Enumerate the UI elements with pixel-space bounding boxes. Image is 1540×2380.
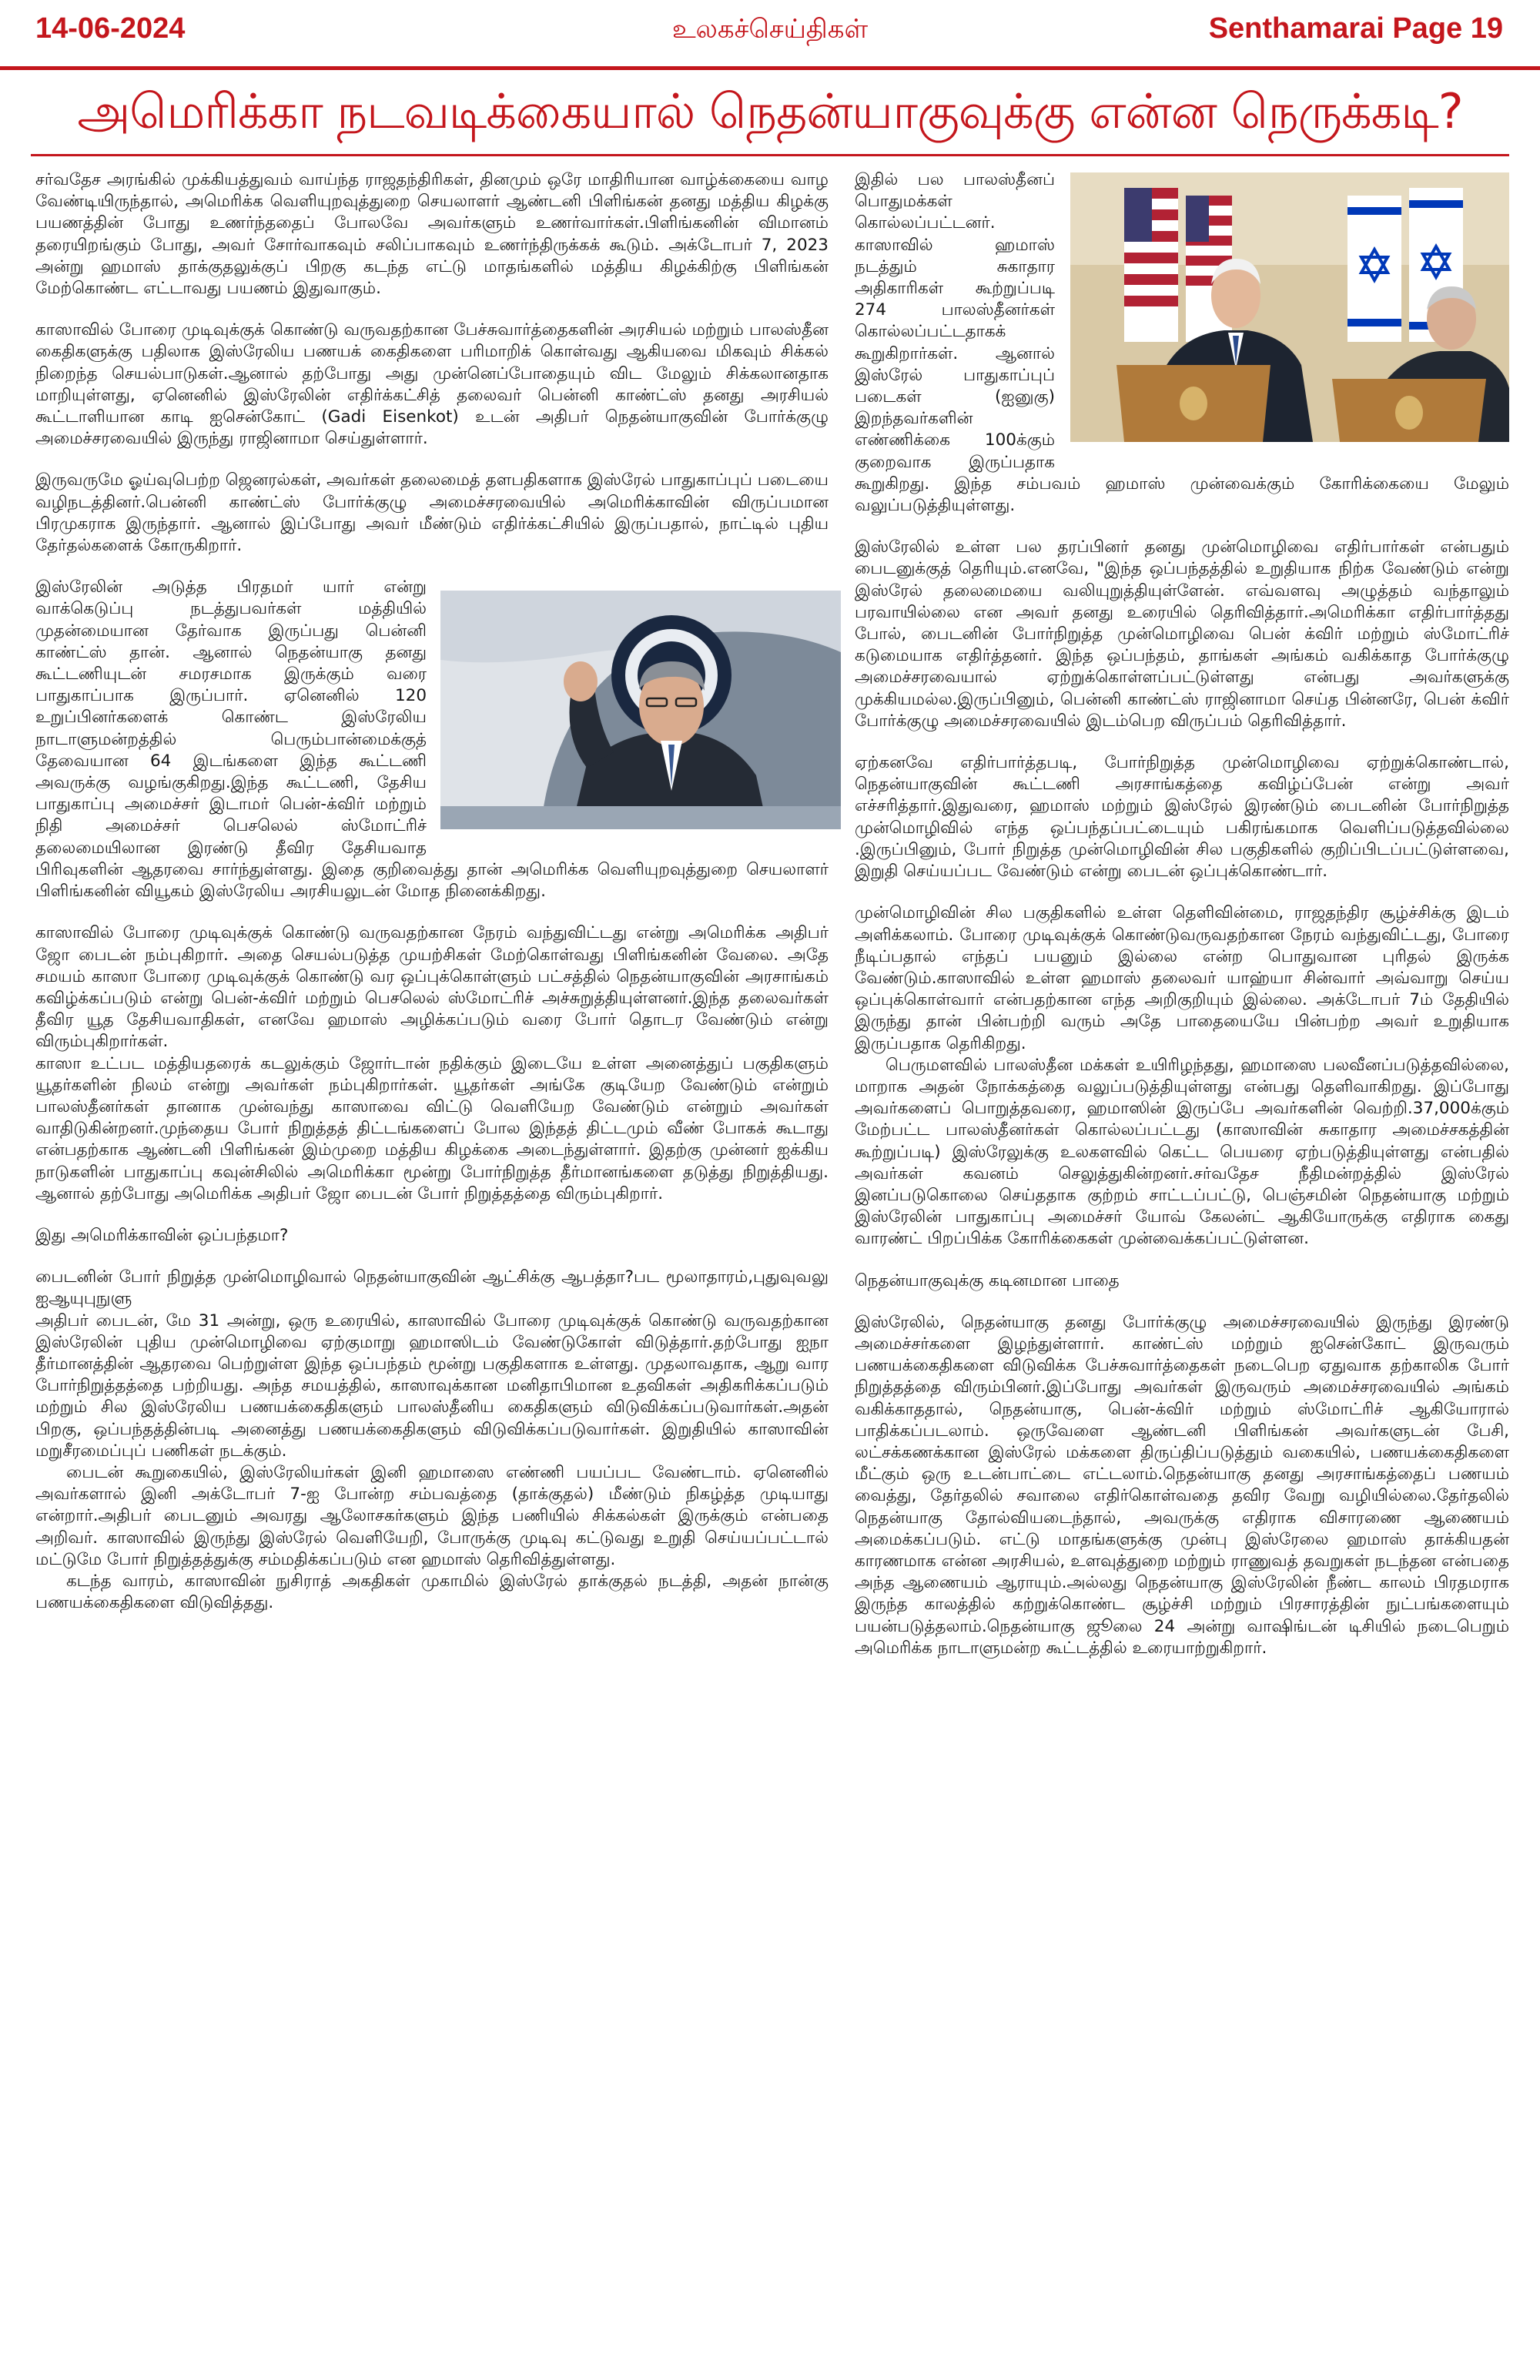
blinken-photo <box>440 591 841 829</box>
subheading: நெதன்யாகுவுக்கு கடினமான பாதை <box>855 1270 1120 1290</box>
paragraph: இதில் பல பாலஸ்தீனப் பொதுமக்கள் கொல்லப்பட்டனர். காஸாவில் ஹமாஸ் நடத்தும் சுகாதார அதிகாரிகள் கூற்றுப்படி 274 பாலஸ்தீனர்கள் கொல்லப்பட்டதாகக் கூறுகிறார்கள். ஆனால் இஸ்ரேல் பாதுகாப்புப் படைகள் (ஐனுகு) இறந்தவர்களின் எண்ணிக்கை 100க்கும் குறைவாக இருப்பதாக கூறுகிறது. இந்த சம்பவம் ஹமாஸ் முன்வைக்கும் கோரிக்கையை மேலும் வலுப்படுத்தியுள்ளது. <box>855 170 1509 516</box>
paragraph: இஸ்ரேலில் உள்ள பல தரப்பினர் தனது முன்மொழிவை எதிர்பார்கள் என்பதும் பைடனுக்குத் தெரியும்.எனவே, "இந்த ஒப்பந்தத்தில் உறுதியாக நிற்க வேண்டும் என்று இஸ்ரேல் தலைமையை வலியுறுத்தியுள்ளேன். எவ்வளவு அழுத்தம் வந்தாலும் பரவாயில்லை என அவர் தனது உரையில் தெரிவித்தார்.அமெரிக்கா எதிர்பார்த்தது போல், பைடனின் போர்நிறுத்த முன்மொழிவை பென் க்விர் மற்றும் ஸ்மோட்ரிச் கடுமையாக எதிர்த்தனர். இந்த ஒப்பந்தம், தாங்கள் அங்கம் வகிக்காத போர்க்குழு அமைச்சரவையால் ஏற்றுக்கொள்ளப்பட்டுள்ளது என்பது அவர்களுக்கு முக்கியமல்ல.இருப்பினும், பென்னி காண்ட்ஸ் ராஜினாமா செய்த பின்னரே, பென் க்விர் போர்க்குழு அமைச்சரவையில் இடம்பெற விருப்பம் தெரிவித்தார். <box>855 537 1509 731</box>
paragraph: சர்வதேச அரங்கில் முக்கியத்துவம் வாய்ந்த ராஜதந்திரிகள், தினமும் ஒரே மாதிரியான வாழ்க்கையை வாழ வேண்டியிருந்தால், அமெரிக்க வெளியுறவுத்துறை செயலாளர் ஆண்டனி பிளிங்கன் தனது மத்திய கிழக்கு பயணத்தின் போது உணர்ந்ததைப் போலவே அவர்களும் உணர்வார்கள்.பிளிங்கனின் விமானம் தரையிறங்கும் போது, அவர் சோர்வாகவும் சலிப்பாகவும் உணர்ந்திருக்கக் கூடும். அக்டோபர் 7, 2023 அன்று ஹமாஸ் தாக்குதலுக்குப் பிறகு கடந்த எட்டு மாதங்களில் மத்திய கிழக்கிற்கு பிளிங்கன் மேற்கொண்ட எட்டாவது பயணம் இதுவாகும். <box>35 170 829 299</box>
paragraph: முன்மொழிவின் சில பகுதிகளில் உள்ள தெளிவின்மை, ராஜதந்திர சூழ்ச்சிக்கு இடம் அளிக்கலாம். போரை முடிவுக்குக் கொண்டுவருவதற்கான நேரம் வந்துவிட்டது, போரை நீடிப்பதால் எந்தப் பயனும் இல்லை என்ற பொதுவான புரிதல் இருக்க வேண்டும்.காஸாவில் உள்ள ஹமாஸ் தலைவர் யாஹ்யா சின்வார் அவ்வாறு செய்ய ஒப்புக்கொள்வார் என்பதற்கான எந்த அறிகுறியும் இல்லை. அக்டோபர் 7ம் தேதியில் இருந்து தான் பின்பற்றி வரும் அதே பாதையையே பின்பற்ற அவர் உறுதியாக இருப்பதாக தெரிகிறது. <box>855 903 1509 1053</box>
headline: அமெரிக்கா நடவடிக்கையால் நெதன்யாகுவுக்கு என்ன நெருக்கடி? <box>77 83 1463 139</box>
left-column <box>35 169 829 1614</box>
photo-caption: பைடனின் போர் நிறுத்த முன்மொழிவால் நெதன்யாகுவின் ஆட்சிக்கு ஆபத்தா?பட மூலாதாரம்,புதுவுவலு ஐஆயுபுநுளு <box>35 1267 829 1309</box>
paragraph: காஸாவில் போரை முடிவுக்குக் கொண்டு வருவதற்கான பேச்சுவார்த்தைகளின் அரசியல் மற்றும் பாலஸ்தீன கைதிகளுக்கு பதிலாக இஸ்ரேலிய பணயக் கைதிகளை பரிமாறிக் கொள்வது ஆகியவை மிகவும் சிக்கல் நிறைந்த செயல்பாடுகள்.ஆனால் தற்போது அது முன்னெப்போதையும் விட மேலும் சிக்கலானதாக மாறியுள்ளது, ஏனெனில் இஸ்ரேலின் எதிர்க்கட்சித் தலைவர் பென்னி காண்ட்ஸ் தனது அரசியல் கூட்டாளியான காடி ஐசென்கோட் (Gadi Eisenkot) உடன் அதிபர் நெதன்யாகுவின் போர்க்குழு அமைச்சரவையில் இருந்து ராஜினாமா செய்துள்ளார். <box>35 320 829 449</box>
paragraph: காஸா உட்பட மத்தியதரைக் கடலுக்கும் ஜோர்டான் நதிக்கும் இடையே உள்ள அனைத்துப் பகுதிகளும் யூதர்களின் நிலம் என்று அவர்கள் நம்புகிறார்கள். யூதர்கள் அங்கே குடியேற வேண்டும் என்றும் பாலஸ்தீனர்கள் தானாக முன்வந்து காஸாவை விட்டு வெளியேற வேண்டும் என்றும் அவர்கள் வாதிடுகின்றனர்.முந்தைய போர் நிறுத்தத் திட்டங்களைப் போல இந்தத் திட்டமும் வீண் போகக் கூடாது என்பதற்காக ஆண்டனி பிளிங்கன் இம்முறை மத்திய கிழக்கை அடைந்துள்ளார். இதற்கு முன்னர் ஐக்கிய நாடுகளின் பாதுகாப்பு கவுன்சிலில் அமெரிக்கா மூன்று போர்நிறுத்த தீர்மானங்களை தடுத்து நிறுத்தியது. ஆனால் தற்போது அமெரிக்க அதிபர் ஜோ பைடன் போர் நிறுத்தத்தை விரும்புகிறார். <box>35 1053 829 1203</box>
subheading: இது அமெரிக்காவின் ஒப்பந்தமா? <box>35 1225 289 1245</box>
paragraph: பெருமளவில் பாலஸ்தீன மக்கள் உயிரிழந்தது, ஹமாஸை பலவீனப்படுத்தவில்லை, மாறாக அதன் நோக்கத்தை வலுப்படுத்தியுள்ளது என்பது தெளிவாகிறது. இப்போது அவர்களைப் பொறுத்தவரை, ஹமாஸின் இருப்பே அவர்களின் வெற்றி.37,000க்கும் மேற்பட்ட பாலஸ்தீனர்கள் கொல்லப்பட்டது (காஸாவின் சுகாதார அமைச்சகத்தின் கூற்றுப்படி) இஸ்ரேலுக்கு உலகளவில் கெட்ட பெயரை ஏற்படுத்தியுள்ளது என்பதில் அவர்கள் கவனம் செலுத்துகின்றனர்.சர்வதேச நீதிமன்றத்தில் இஸ்ரேல் இனப்படுகொலை செய்ததாக குற்றம் சாட்டப்பட்டு, பெஞ்சமின் நெதன்யாகு மற்றும் இஸ்ரேலின் பாதுகாப்பு அமைச்சர் யோவ் கேலன்ட் ஆகியோருக்கு எதிராக கைது வாரண்ட் பிறப்பிக்க கோரிக்கைகள் முன்வைக்கப்பட்டுள்ளன. <box>855 1055 1509 1249</box>
page-header <box>0 0 1540 70</box>
paragraph: இஸ்ரேலில், நெதன்யாகு தனது போர்க்குழு அமைச்சரவையில் இருந்து இரண்டு அமைச்சர்களை இழந்துள்ளார். காண்ட்ஸ் மற்றும் ஐசென்கோட் இருவரும் பணயக்கைதிகளை விடுவிக்க பேச்சுவார்த்தைகள் நடைபெற ஏதுவாக தற்காலிக போர் நிறுத்தத்தை விரும்பினர்.இப்போது அவர்கள் இருவரும் அமைச்சரவையில் அங்கம் வகிக்காததால், நெதன்யாகு, பென்-க்விர் மற்றும் ஸ்மோட்ரிச் ஆகியோரால் பாதிக்கப்படலாம். ஒருவேளை ஆண்டனி பிளிங்கன் அவர்களுடன் பேசி, லட்சக்கணக்கான இஸ்ரேல் மக்களை திருப்திப்படுத்தும் வகையில், பணயக்கைதிகளை மீட்கும் ஒரு உடன்பாட்டை எட்டலாம்.நெதன்யாகு தனது அரசாங்கத்தைப் பணயம் வைத்து, தேர்தலில் சவாலை எதிர்கொள்வதை தவிர வேறு வழியில்லை.தேர்தலில் நெதன்யாகு தோல்வியடைந்தால், அவருக்கு எதிராக விசாரணை ஆணையம் அமைக்கப்படும். எட்டு மாதங்களுக்கு முன்பு இஸ்ரேலை ஹமாஸ் தாக்கியதன் காரணமாக என்ன அரசியல், உளவுத்துறை மற்றும் ராணுவத் தவறுகள் நடந்தன என்பதை அந்த ஆணையம் ஆராயும்.அல்லது நெதன்யாகு இஸ்ரேலின் நீண்ட காலம் பிரதமராக இருந்த காலத்தில் கற்றுக்கொண்ட சூழ்ச்சி மற்றும் பிரசாரத்தின் நுட்பங்களையும் பயன்படுத்தலாம்.நெதன்யாகு ஜூலை 24 அன்று வாஷிங்டன் டிசியில் நடைபெறும் அமெரிக்க நாடாளுமன்ற கூட்டத்தில் உரையாற்றுகிறார். <box>855 1312 1509 1658</box>
paragraph: பைடன் கூறுகையில், இஸ்ரேலியர்கள் இனி ஹமாஸை எண்ணி பயப்பட வேண்டாம். ஏனெனில் அவர்களால் இனி அக்டோபர் 7-ஐ போன்ற சம்பவத்தை (தாக்குதல்) மீண்டும் நிகழ்த்த முடியாது என்றார்.அதிபர் பைடனும் அவரது ஆலோசகர்களும் இந்த பணியில் சிக்கல்கள் இருக்கும் என்பதை அறிவர். காஸாவில் இருந்து இஸ்ரேல் வெளியேறி, போருக்கு முடிவு கட்டுவது உறுதி செய்யப்பட்டால் மட்டுமே போர் நிறுத்தத்துக்கு சம்மதிக்கப்படும் என ஹமாஸ் தெரிவித்துள்ளது. <box>35 1462 829 1569</box>
headline-rule <box>31 154 1509 156</box>
paragraph: ஏற்கனவே எதிர்பார்த்தபடி, போர்நிறுத்த முன்மொழிவை ஏற்றுக்கொண்டால், நெதன்யாகுவின் கூட்டணி அரசாங்கத்தை கவிழ்ப்பேன் என்று அவர் எச்சரித்தார்.இதுவரை, ஹமாஸ் மற்றும் இஸ்ரேல் இரண்டும் பைடனின் போர்நிறுத்த முன்மொழிவில் எந்த ஒப்பந்தப்பட்டையும் பகிரங்கமாக வெளிப்படுத்தவில்லை .இருப்பினும், போர் நிறுத்த முன்மொழிவின் சில பகுதிகளில் குறிப்பிடப்பட்டுள்ளவை, இறுதி செய்யப்பட வேண்டும் என்று பைடன் ஒப்புக்கொண்டார். <box>855 753 1509 882</box>
issue-date: 14-06-2024 <box>35 12 186 45</box>
paragraph: இஸ்ரேலின் அடுத்த பிரதமர் யார் என்று வாக்கெடுப்பு நடத்துபவர்கள் மத்தியில் முதன்மையான தேர்வாக இருப்பது பென்னி காண்ட்ஸ் தான். ஆனால் நெதன்யாகு தனது கூட்டணியுடன் சமரசமாக இருக்கும் வரை பாதுகாப்பாக இருப்பார். ஏனெனில் 120 உறுப்பினர்களைக் கொண்ட இஸ்ரேலிய நாடாளுமன்றத்தில் பெரும்பான்மைக்குத் தேவையான 64 இடங்களை இந்த கூட்டணி அவருக்கு வழங்குகிறது.இந்த கூட்டணி, தேசிய பாதுகாப்பு அமைச்சர் இடாமர் பென்-க்விர் மற்றும் நிதி அமைச்சர் பெசலெல் ஸ்மோட்ரிச் தலைமையிலான இரண்டு தீவிர தேசியவாத பிரிவுகளின் ஆதரவை சார்ந்துள்ளது. இதை குறிவைத்து தான் அமெரிக்க வெளியுறவுத்துறை செயலாளர் பிளிங்கனின் வியூகம் இஸ்ரேலிய அரசியலுடன் மோத நினைக்கிறது. <box>35 577 829 902</box>
paragraph: இருவருமே ஓய்வுபெற்ற ஜெனரல்கள், அவர்கள் தலைமைத் தளபதிகளாக இஸ்ரேல் பாதுகாப்புப் படையை வழிநடத்தினர்.பென்னி காண்ட்ஸ் போர்க்குழு அமைச்சரவையில் அமெரிக்காவின் விருப்பமான பிரமுகராக இருந்தார். ஆனால் இப்போது அவர் மீண்டும் எதிர்க்கட்சியில் இருப்பதால், நாட்டில் புதிய தேர்தல்களைக் கோருகிறார். <box>35 470 829 556</box>
paragraph: கடந்த வாரம், காஸாவின் நுசிராத் அகதிகள் முகாமில் இஸ்ரேல் தாக்குதல் நடத்தி, அதன் நான்கு பணயக்கைதிகளை விடுவித்தது. <box>35 1571 829 1613</box>
publication-name: Senthamarai Page 19 <box>1208 12 1503 45</box>
biden-netanyahu-photo <box>1070 172 1509 442</box>
section-title: உலகச்செய்திகள் <box>671 14 869 45</box>
paragraph: அதிபர் பைடன், மே 31 அன்று, ஒரு உரையில், காஸாவில் போரை முடிவுக்குக் கொண்டு வருவதற்கான இஸ்ரேலின் புதிய முன்மொழிவை ஏற்குமாறு ஹமாஸிடம் வேண்டுகோள் விடுத்தார்.தற்போது ஐநா தீர்மானத்தின் ஆதரவை பெற்றுள்ள இந்த ஒப்பந்தம் மூன்று பகுதிகளாக உள்ளது. முதலாவதாக, ஆறு வார போர்நிறுத்தத்தை பற்றியது. அந்த சமயத்தில், காஸாவுக்கான மனிதாபிமான உதவிகள் அதிகரிக்கப்படும் மற்றும் சில இஸ்ரேலிய பணயக்கைதிகளும் பாலஸ்தீனிய கைதிகளும் விடுவிக்கப்படுவார்கள்.அதன் பிறகு, ஒப்பந்தத்தின்படி அனைத்து பணயக்கைதிகளும் விடுவிக்கப்படுவார்கள். இறுதியில் காஸாவின் மறுசீரமைப்புப் பணிகள் நடக்கும். <box>35 1311 829 1461</box>
right-column <box>855 169 1509 1659</box>
paragraph: காஸாவில் போரை முடிவுக்குக் கொண்டு வருவதற்கான நேரம் வந்துவிட்டது என்று அமெரிக்க அதிபர் ஜோ பைடன் நம்புகிறார். அதை செயல்படுத்த முயற்சிகள் மேற்கொள்வது பிளிங்கனின் வேலை. அதே சமயம் காஸா போரை முடிவுக்குக் கொண்டு வர ஒப்புக்கொள்ளும் பட்சத்தில் நெதன்யாகுவின் அரசாங்கம் கவிழ்க்கப்படும் என்று பென்-க்விர் மற்றும் பெசலெல் ஸ்மோட்ரிச் அச்சுறுத்தியுள்ளனர்.இந்த தலைவர்கள் தீவிர யூத தேசியவாதிகள், எனவே ஹமாஸ் அழிக்கப்படும் வரை போர் தொடர வேண்டும் என்று விரும்புகிறார்கள். <box>35 923 829 1052</box>
